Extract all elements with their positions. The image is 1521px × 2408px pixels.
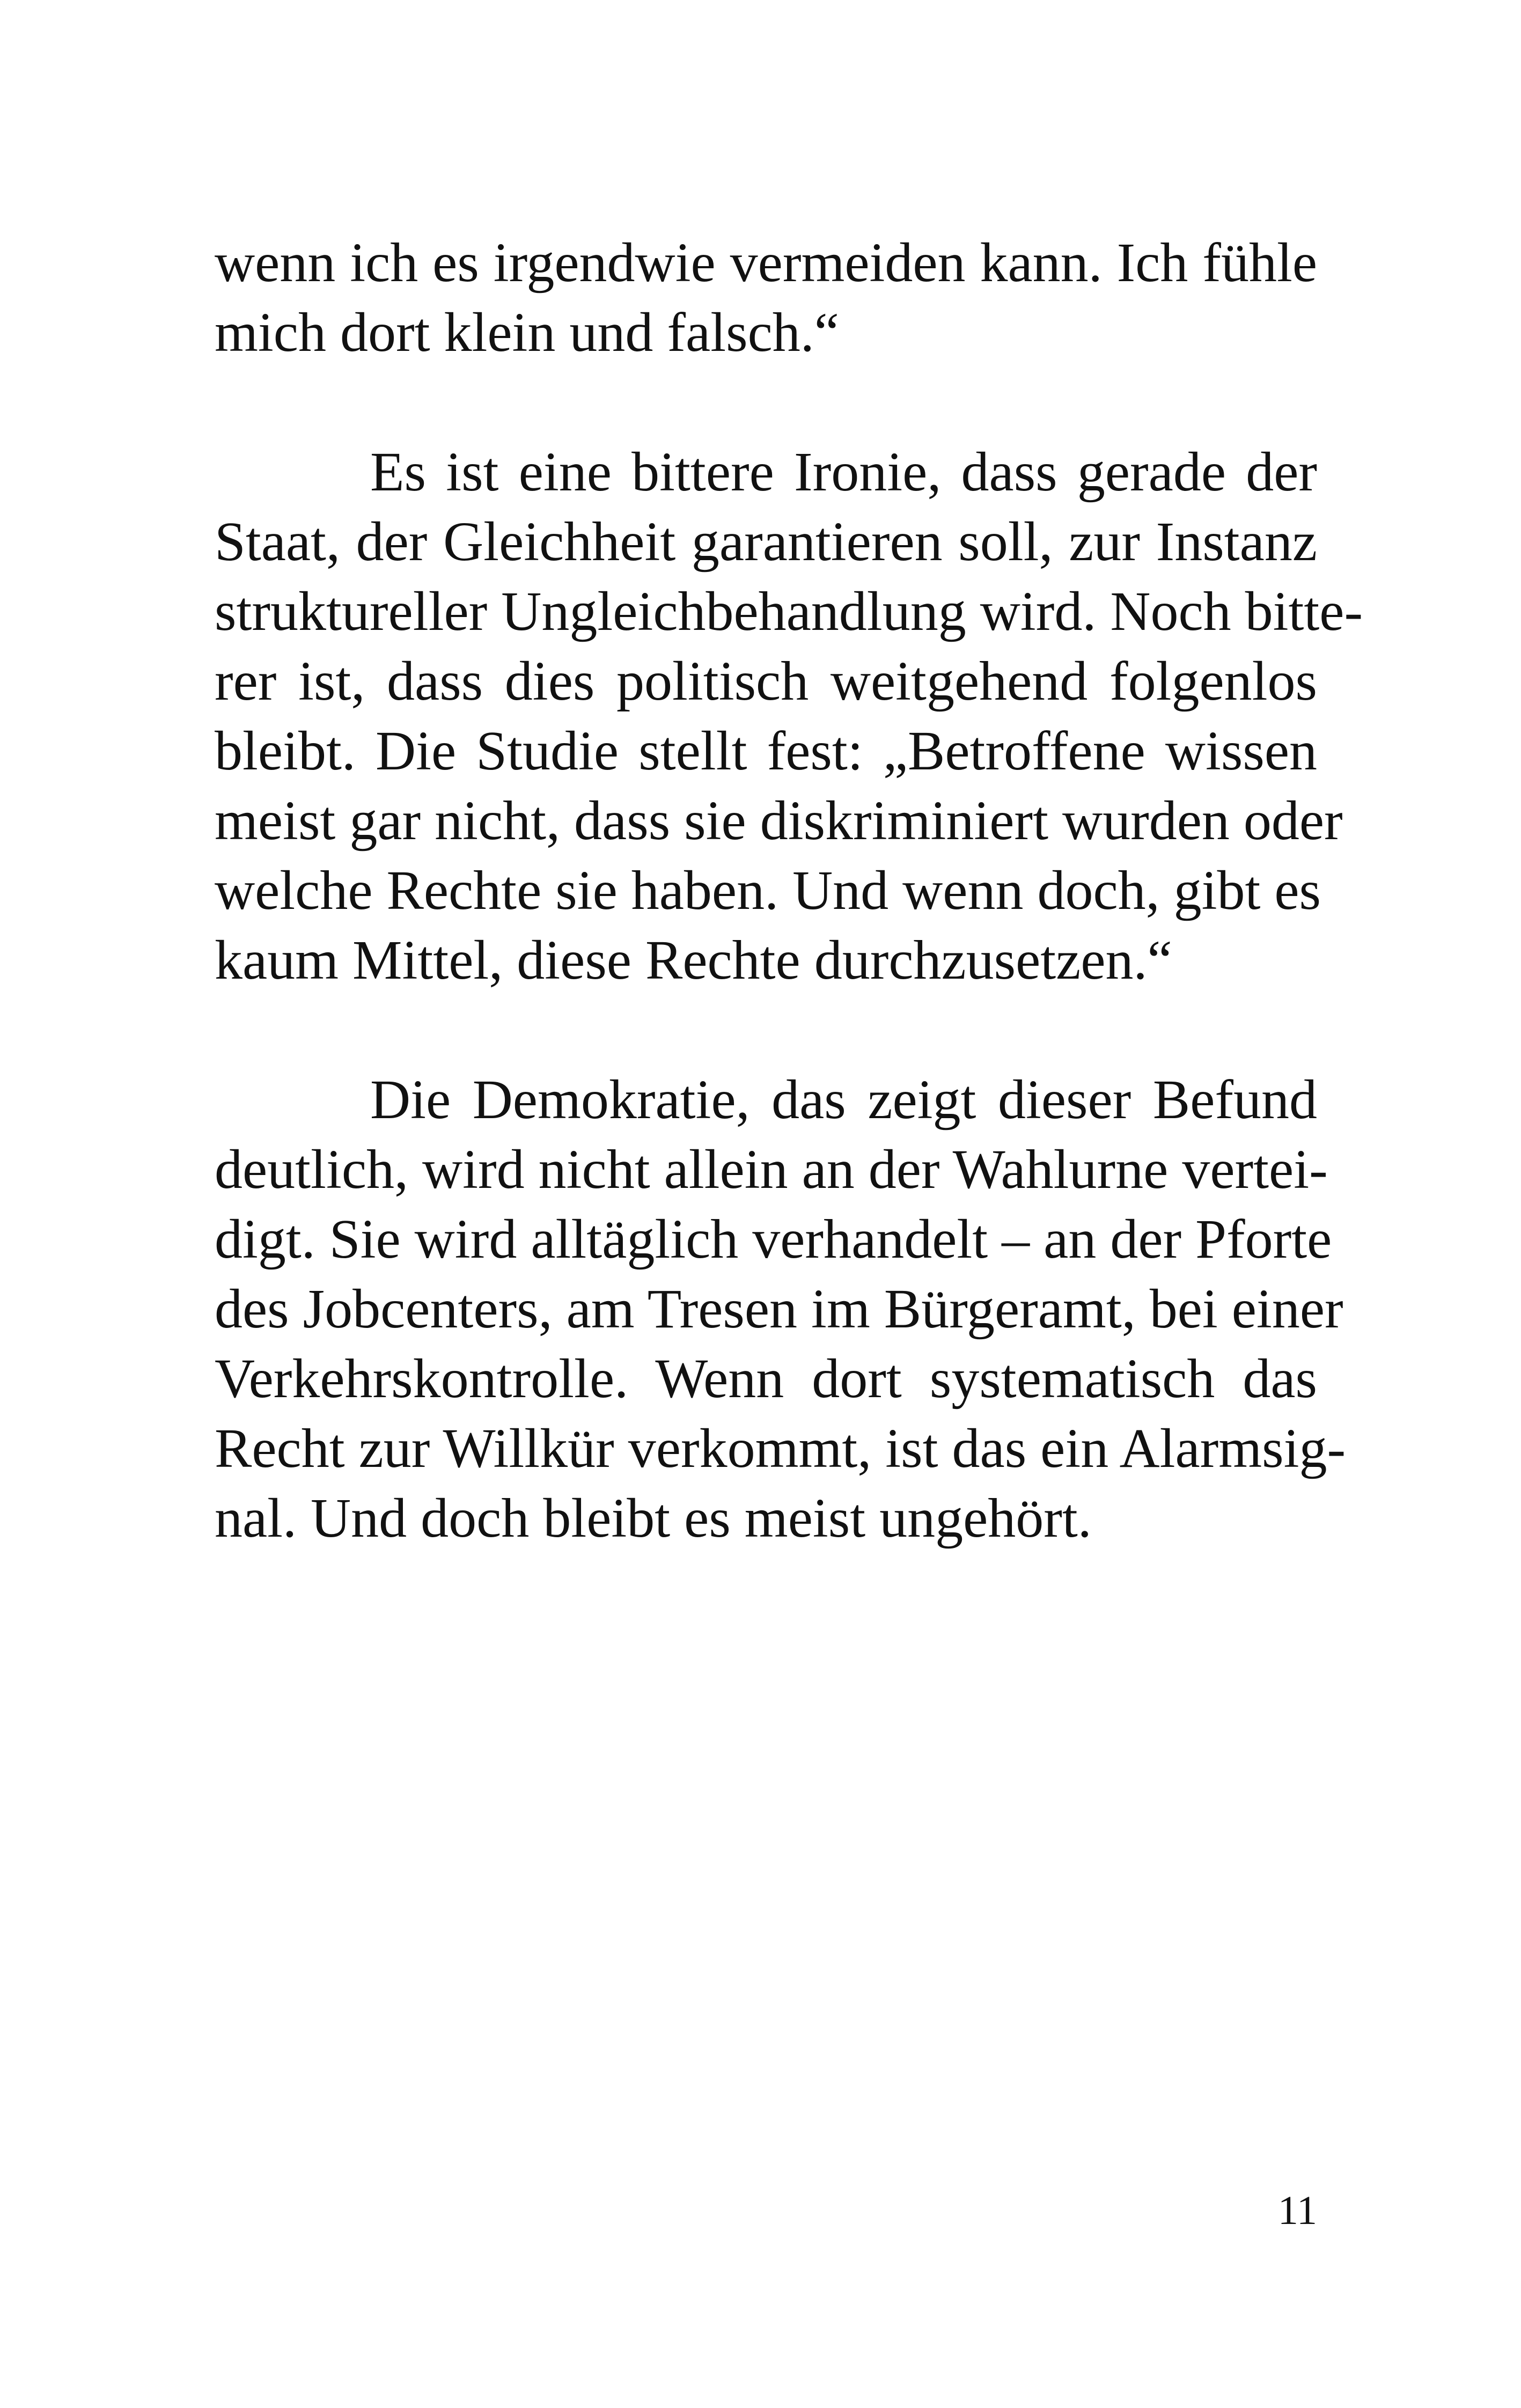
page-number: 11 [1277, 2188, 1317, 2233]
paragraph-3 [215, 1065, 1346, 1553]
text-line: mich dort klein und falsch.“ [215, 302, 839, 363]
text-line: bleibt. Die Studie stellt fest: „Betroffene wissen [215, 720, 1317, 782]
text-line: Verkehrskontrolle. Wenn dort systematisch das [215, 1348, 1317, 1409]
text-line: digt. Sie wird alltäglich verhandelt – an der Pforte [215, 1208, 1332, 1270]
text-line: struktureller Ungleichbehandlung wird. Noch bitte- [215, 581, 1363, 642]
body-text [215, 228, 1363, 1553]
text-line: Die Demokratie, das zeigt dieser Befund [370, 1069, 1317, 1130]
text-line: wenn ich es irgendwie vermeiden kann. Ich fühle [215, 232, 1317, 293]
text-line: meist gar nicht, dass sie diskriminiert wurden oder [215, 790, 1343, 851]
paragraph-2 [215, 437, 1363, 995]
text-line: kaum Mittel, diese Rechte durchzusetzen.“ [215, 929, 1172, 991]
text-line: Es ist eine bittere Ironie, dass gerade der [370, 441, 1317, 503]
text-line: nal. Und doch bleibt es meist ungehört. [215, 1487, 1092, 1549]
text-line: rer ist, dass dies politisch weitgehend folgenlos [215, 650, 1317, 712]
text-line: welche Rechte sie haben. Und wenn doch, gibt es [215, 860, 1321, 921]
text-line: des Jobcenters, am Tresen im Bürgeramt, bei einer [215, 1278, 1343, 1340]
text-line: deutlich, wird nicht allein an der Wahlurne vertei- [215, 1139, 1328, 1200]
text-line: Recht zur Willkür verkommt, ist das ein Alarmsig- [215, 1418, 1346, 1479]
paragraph-1 [215, 228, 1317, 368]
text-line: Staat, der Gleichheit garantieren soll, zur Instanz [215, 511, 1317, 572]
